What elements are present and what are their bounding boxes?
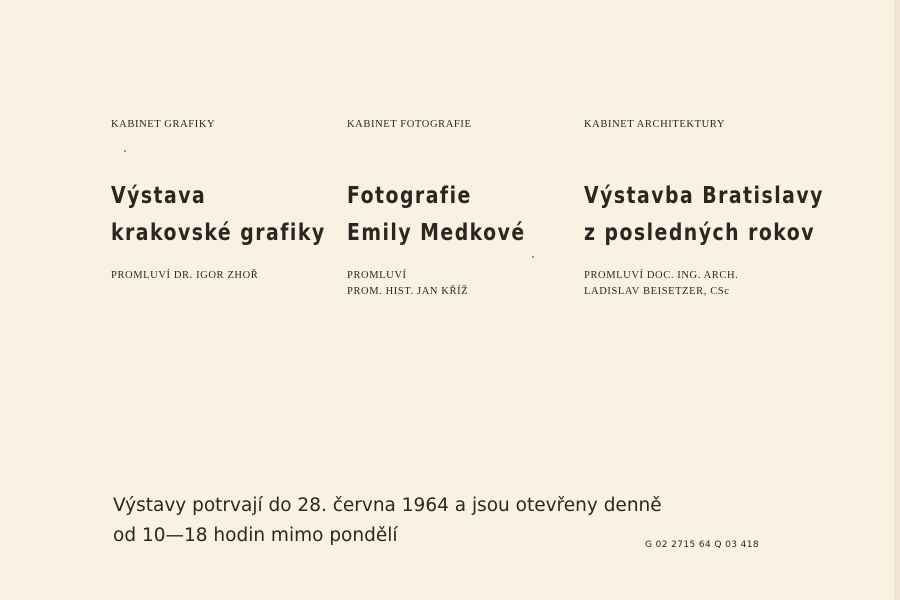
speaker-line: PROMLUVÍ DOC. ING. ARCH.	[584, 270, 739, 281]
paper-speck	[532, 256, 534, 258]
exhibition-title-line: Výstava	[111, 183, 207, 209]
opening-hours-line: od 10—18 hodin mimo pondělí	[113, 525, 398, 546]
exhibition-title	[584, 178, 824, 252]
exhibition-title-line: z posledných rokov	[584, 220, 815, 246]
cabinet-label: KABINET GRAFIKY	[111, 119, 216, 130]
cabinet-label: KABINET FOTOGRAFIE	[347, 119, 472, 130]
opening-hours-line: Výstavy potrvají do 28. června 1964 a jsou otevřeny denně	[113, 495, 662, 516]
print-code: G 02 2715 64 Q 03 418	[645, 540, 760, 550]
opening-hours-note	[113, 491, 662, 551]
exhibition-title	[111, 178, 326, 252]
speaker-line: PROMLUVÍ	[347, 270, 407, 281]
paper-speck	[124, 150, 126, 152]
exhibition-column-photography	[347, 118, 577, 297]
exhibition-title-line: Emily Medkové	[347, 220, 526, 246]
speaker-credit	[347, 268, 468, 300]
exhibition-title-line: krakovské grafiky	[111, 220, 326, 246]
paper-edge	[894, 0, 900, 600]
exhibition-column-architecture	[584, 118, 824, 297]
exhibition-title	[347, 178, 526, 252]
speaker-line: LADISLAV BEISETZER, CSc	[584, 286, 730, 297]
cabinet-label: KABINET ARCHITEKTURY	[584, 119, 726, 130]
exhibition-column-graphics	[111, 118, 341, 281]
speaker-line: PROM. HIST. JAN KŘÍŽ	[347, 286, 469, 297]
speaker-credit	[584, 268, 738, 300]
speaker-line: PROMLUVÍ DR. IGOR ZHOŘ	[111, 270, 259, 281]
exhibition-title-line: Výstavba Bratislavy	[584, 183, 824, 209]
exhibition-title-line: Fotografie	[347, 183, 472, 209]
speaker-credit	[111, 268, 258, 284]
